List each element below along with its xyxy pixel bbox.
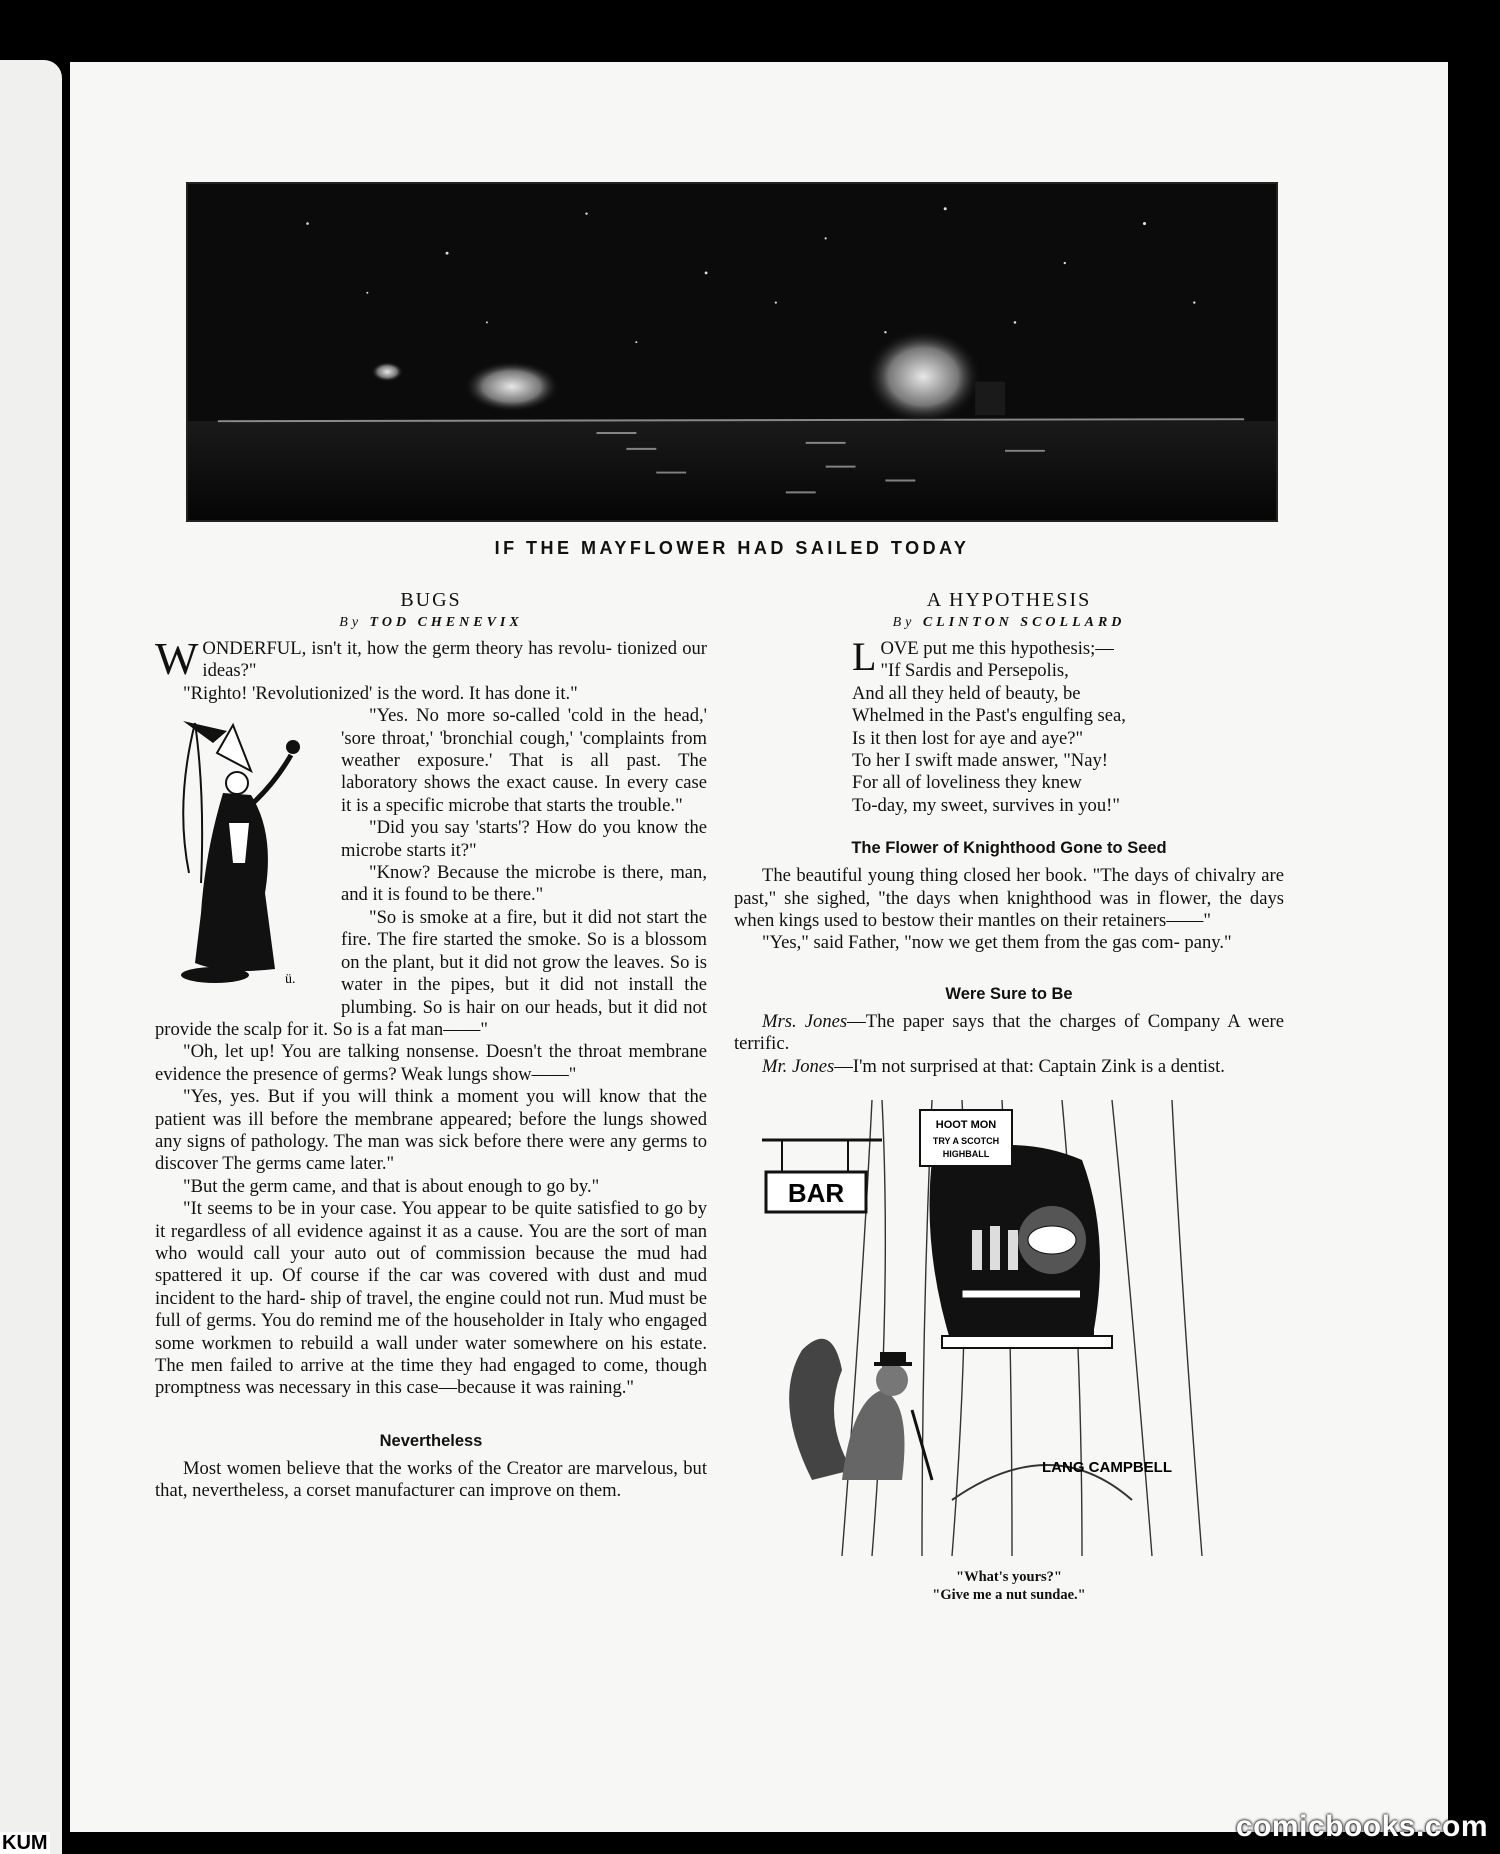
hypothesis-byline [734, 612, 1284, 634]
poem-line: Is it then lost for aye and aye?" [852, 727, 1084, 749]
site-watermark: comicbooks.com [1235, 1810, 1488, 1843]
svg-text:ü.: ü. [285, 972, 296, 988]
squirrel-bar-cartoon [752, 1100, 1208, 1556]
photo-caption: IF THE MAYFLOWER HAD SAILED TODAY [494, 538, 970, 558]
bar-sign: BAR [787, 1178, 845, 1209]
bugs-paragraph: "Know? Because the microbe is there, man, and it is found to be there." [341, 862, 707, 906]
hypothesis-poem [852, 634, 1284, 817]
hypothesis-author: CLINTON SCOLLARD [922, 615, 1126, 630]
bugs-dropcap: W [155, 633, 199, 684]
sign-line: TRY A SCOTCH [932, 1136, 1000, 1147]
flower-paragraph: The beautiful young thing closed her book. "The days of chivalry are past," she sighed, "the days when knighthood was in flower, the days when kings used to bestow their mantles on their retainers——" [734, 865, 1284, 932]
bugs-paragraph: "Yes, yes. But if you will think a moment you will know that the patient was ill before the membrane appeared; before the lungs showed any signs of pathology. The man was sick before there were any germs to discover The germs came later." [155, 1086, 707, 1175]
corner-label: KUM [0, 1832, 50, 1854]
sign-line: HIGHBALL [942, 1149, 990, 1160]
adjacent-page-edge [0, 60, 62, 1854]
cartoon-caption: "Give me a nut sundae." [932, 1587, 1086, 1604]
woman-with-flower-illustration [155, 713, 333, 993]
bugs-paragraph: "Did you say 'starts'? How do you know the microbe starts it?" [341, 817, 707, 861]
bugs-title: BUGS [400, 589, 462, 611]
flower-paragraph: "Yes," said Father, "now we get them from the gas com- pany." [762, 932, 1232, 954]
poem-line: Whelmed in the Past's engulfing sea, [852, 705, 1126, 727]
mayflower-night-photo [186, 182, 1278, 522]
bugs-paragraph: WONDERFUL, isn't it, how the germ theory has revolu- tionized our ideas?" [155, 633, 707, 684]
hypothesis-dropcap: L [852, 634, 877, 679]
poem-line: For all of loveliness they knew [852, 772, 1082, 794]
bugs-paragraph: "Oh, let up! You are talking nonsense. Doesn't the throat membrane evidence the presence of germs? Weak lungs show——" [155, 1041, 707, 1085]
poem-line: To-day, my sweet, survives in you!" [852, 794, 1120, 816]
hypothesis-by: By [892, 615, 916, 630]
right-column [734, 588, 1284, 1604]
bugs-paragraph: "Yes. No more so-called 'cold in the head,' 'sore throat,' 'bronchial cough,' 'complaints from weather exposure.' That is all past. The laboratory shows the exact cause. In every case it is a specific microbe that starts the trouble." [341, 705, 707, 816]
bugs-author: TOD CHENEVIX [369, 615, 523, 630]
cartoon-caption: "What's yours?" [956, 1569, 1062, 1586]
sure-line: Mr. Jones—I'm not surprised at that: Captain Zink is a dentist. [762, 1055, 1225, 1077]
poem-line: LOVE put me this hypothesis;— [852, 634, 1114, 679]
artist-signature: LANG CAMPBELL [1042, 1459, 1172, 1477]
sure-title: Were Sure to Be [945, 984, 1073, 1003]
bugs-by: By [339, 615, 363, 630]
hypothesis-title: A HYPOTHESIS [926, 589, 1092, 611]
poem-line: To her I swift made answer, "Nay! [852, 750, 1108, 772]
poem-line: "If Sardis and Persepolis, [880, 660, 1069, 682]
bugs-paragraph: "Righto! 'Revolutionized' is the word. It has done it." [183, 682, 578, 704]
flower-title: The Flower of Knighthood Gone to Seed [851, 839, 1167, 858]
bugs-byline [155, 612, 707, 634]
bugs-paragraph: "So is smoke at a fire, but it did not start the fire. The fire started the smoke. So is a blossom on the plant, but it did not grow the leaves. So is water in the pipes, but it did not install the plumbing. So is hair on our heads, but it did not provide the scalp for it. So is a fat man——" [155, 906, 707, 1040]
bugs-paragraph: "But the germ came, and that is about enough to go by." [183, 1175, 600, 1197]
bugs-paragraph: "It seems to be in your case. You appear to be quite satisfied to go by it regardless of all evidence against it as a cause. You are the sort of man who would call your auto out of commission because the mud had spattered it up. Of course if the car was covered with dust and mud incident to the hard- ship of travel, the engine could not run. Mud must be full of germs. You do remind me of the householder in Italy who engaged some workmen to rebuild a wall under water somewhere on his estate. The men failed to arrive at the time they had engaged to come, though promptness was necessary in this case—because it was raining." [155, 1198, 707, 1399]
nevertheless-text: Most women believe that the works of the Creator are marvelous, but that, nevertheless, a corset manufacturer can improve on them. [155, 1457, 707, 1502]
sign-line: HOOT MON [935, 1119, 997, 1132]
nevertheless-title: Nevertheless [379, 1431, 483, 1450]
left-column [155, 588, 707, 1503]
sure-line: Mrs. Jones—The paper says that the charges of Company A were terrific. [734, 1010, 1284, 1055]
poem-line: And all they held of beauty, be [852, 682, 1081, 704]
